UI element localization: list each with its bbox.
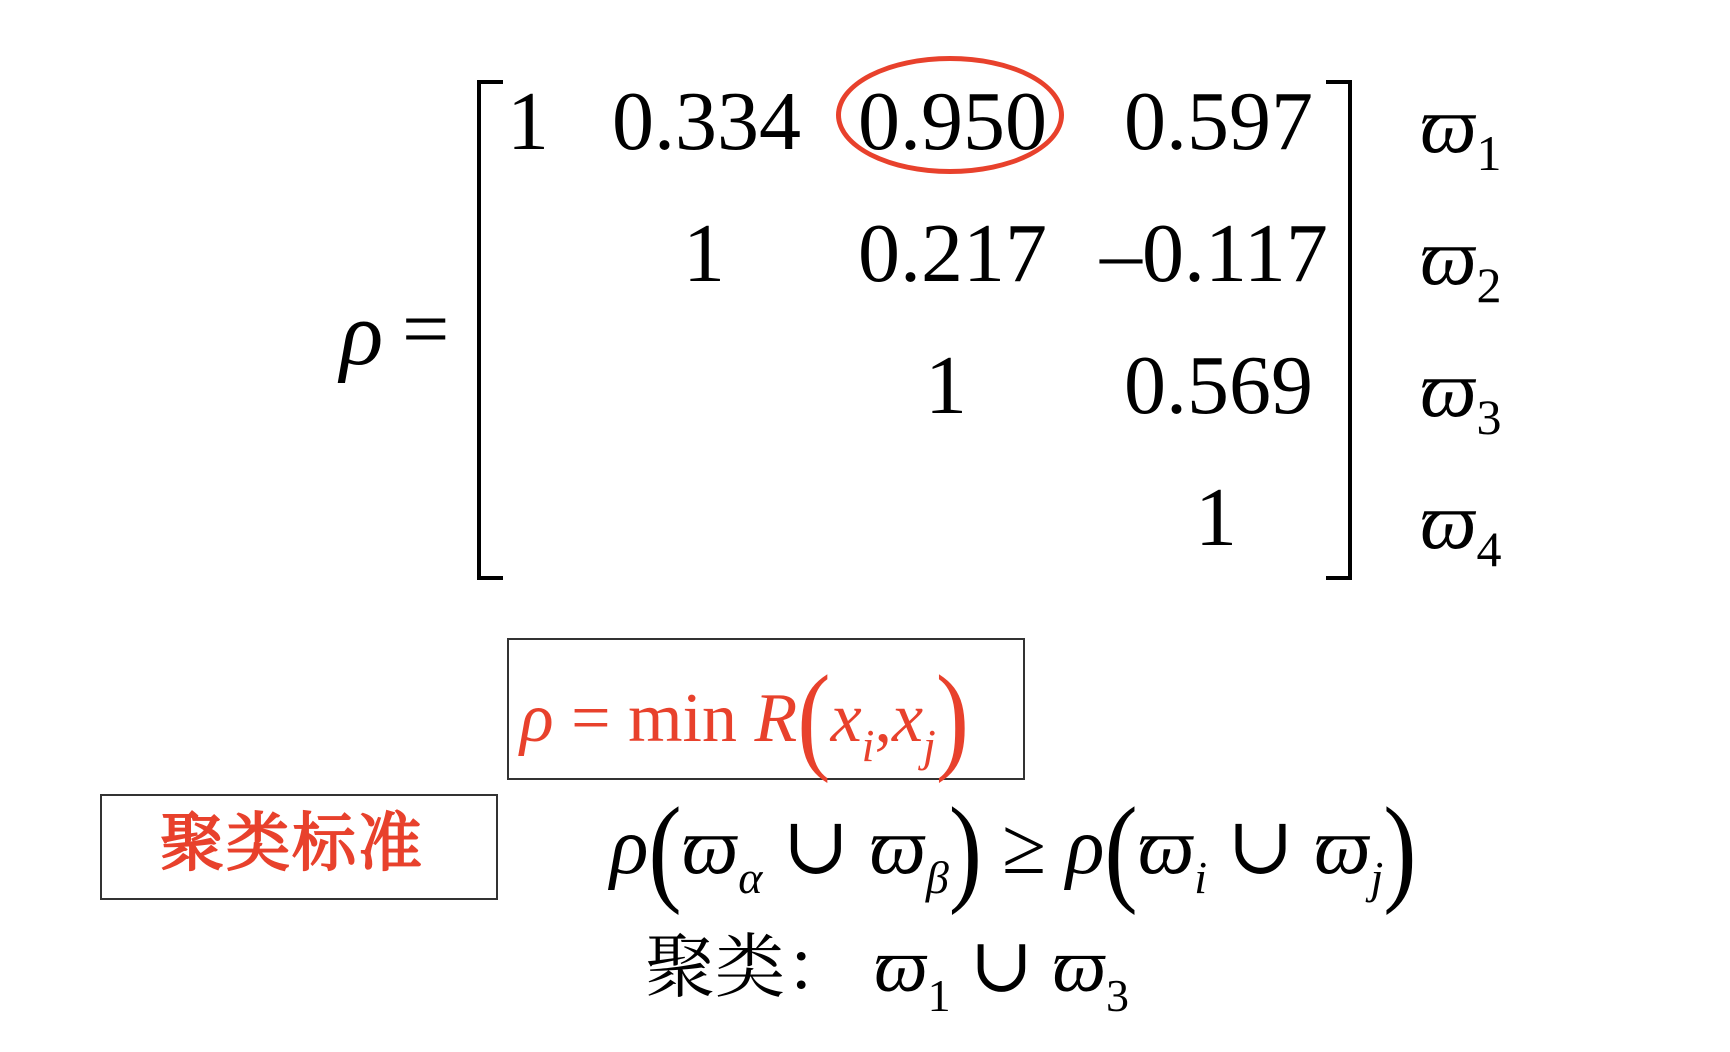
criterion-rho-right: ρ [1066,803,1105,891]
row-label-2-symbol: ϖ [1420,214,1477,302]
row-label-3-index: 3 [1476,389,1502,445]
matrix-cell-r3c3: 1 [925,339,967,432]
row-label-3 [1420,346,1502,445]
criterion-paren-2: ) [948,782,983,916]
matrix-left-bracket [477,80,503,580]
criterion-paren-1: ( [648,782,682,916]
definition-min: min [628,680,737,757]
criterion-varpi-j: ϖ [1314,803,1371,891]
criterion-paren-3: ( [1104,782,1138,916]
definition-rho: ρ [520,680,554,757]
matrix-cell-r3c4: 0.569 [1124,339,1313,432]
matrix-cell-r2c4: –0.117 [1100,207,1328,300]
matrix-equals: = [402,283,450,376]
result-line [645,924,1130,1021]
matrix-cell-r1c3: 0.950 [858,75,1047,168]
definition-close-paren: ) [935,650,970,784]
criterion-varpi-i: ϖ [1137,803,1195,891]
criterion-rho-left: ρ [610,803,649,891]
criterion-paren-4: ) [1383,782,1417,916]
definition-open-paren: ( [797,650,831,784]
matrix-lhs-rho: ρ [340,285,384,384]
criterion-geq: ≥ [1002,803,1047,891]
definition-x-i: x [830,680,862,757]
row-label-1-index: 1 [1476,125,1502,181]
matrix-cell-r2c3: 0.217 [858,207,1047,300]
row-label-4 [1420,478,1502,577]
criterion-union-2: ∪ [1227,803,1295,891]
criterion-sub-j: j [1370,852,1384,903]
result-varpi-a: ϖ [874,924,928,1008]
row-label-4-index: 4 [1476,521,1502,577]
criterion-varpi-beta: ϖ [869,803,926,891]
matrix-cell-r1c4: 0.597 [1124,75,1313,168]
criterion-label: 聚类标准 [160,807,424,881]
matrix-right-bracket [1326,80,1352,580]
matrix-cell-r2c2: 1 [683,207,725,300]
matrix-cell-r4c4: 1 [1195,471,1237,564]
matrix-cell-r1c1: 1 [507,75,549,168]
result-varpi-b: ϖ [1052,924,1107,1008]
definition-comma: , [874,680,892,757]
matrix-cell-r1c2: 0.334 [612,75,801,168]
result-union: ∪ [969,924,1034,1008]
row-label-4-symbol: ϖ [1420,478,1477,566]
criterion-sub-i: i [1194,852,1207,903]
definition-x-j: x [891,680,924,757]
definition-equals: = [571,680,611,757]
row-label-2 [1420,214,1502,313]
definition-R: R [754,680,798,757]
result-label: 聚类： [645,926,855,1008]
definition-sub-i: i [861,720,875,771]
criterion-formula [610,782,1417,916]
criterion-union-1: ∪ [782,803,850,891]
result-index-b: 3 [1106,970,1130,1021]
row-label-3-symbol: ϖ [1420,346,1477,434]
row-label-2-index: 2 [1476,257,1502,313]
criterion-varpi-alpha: ϖ [681,803,739,891]
row-label-1-symbol: ϖ [1420,82,1477,170]
definition-sub-j: j [923,720,936,771]
result-index-a: 1 [927,970,951,1021]
criterion-sub-beta: β [925,852,949,903]
row-label-1 [1420,82,1502,181]
definition-formula [520,650,970,784]
criterion-sub-alpha: α [738,852,763,903]
